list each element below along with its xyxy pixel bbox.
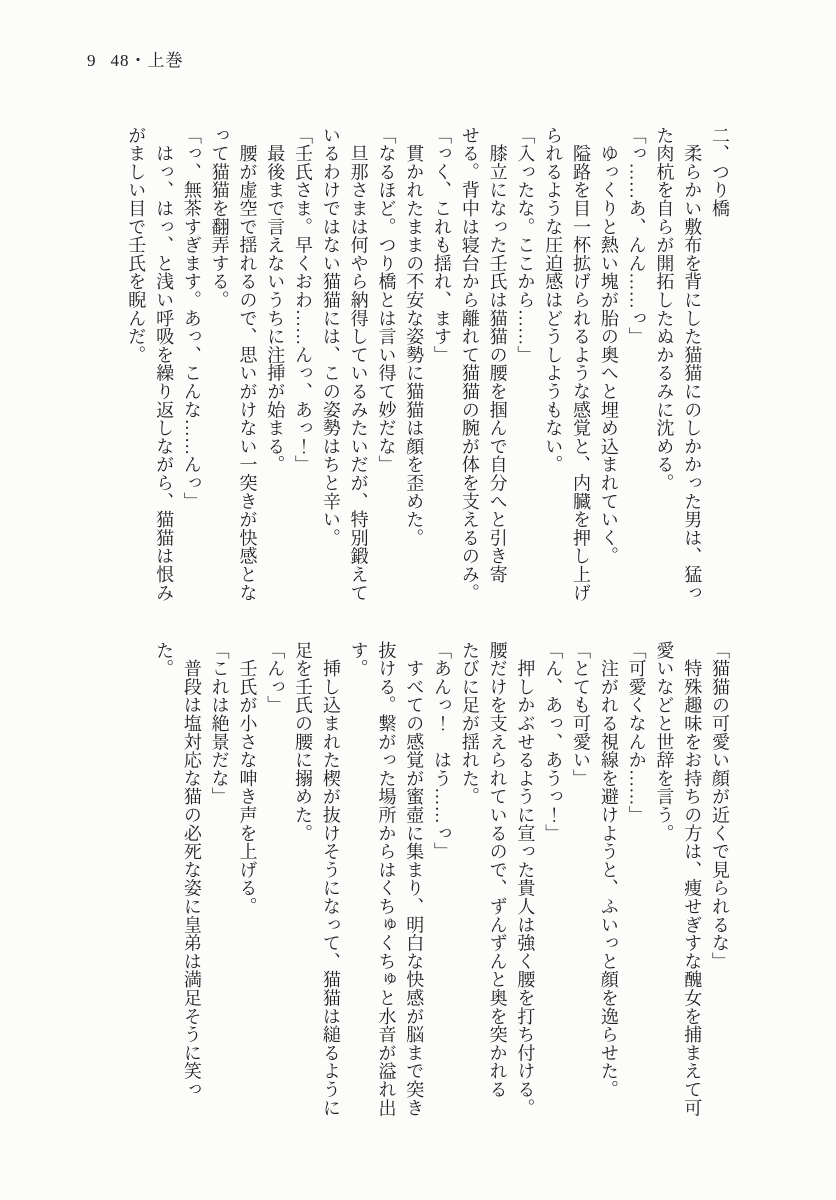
text-column: 柔らかい敷布を背にした猫猫にのしかかった男は、猛っ (682, 126, 703, 602)
text-column: られるような圧迫感はどうしようもない。 (543, 126, 564, 474)
text-column: 「可愛くなんか……」 (626, 641, 647, 824)
text-column: 「んっ」 (265, 641, 286, 715)
text-column: いるわけではない猫猫には、この姿勢はちと辛い。 (320, 126, 341, 547)
text-column: 挿し込まれた楔が抜けそうになって、猫猫は縋るように (320, 641, 341, 1117)
text-column: 隘路を目一杯拡げられるような感覚と、内臓を押し上げ (571, 126, 592, 602)
text-column: た肉杭を自らが開拓したぬかるみに沈める。 (654, 126, 675, 492)
text-column: た。 (154, 641, 175, 678)
text-column: 壬氏が小さな呻き声を上げる。 (237, 641, 258, 916)
text-column: はっ、はっ、と浅い呼吸を繰り返しながら、猫猫は恨み (154, 126, 175, 602)
text-column: 「っ……あ、んん……っ」 (626, 126, 647, 346)
text-column: すべての感覚が蜜壺に集まり、明白な快感が脳まで突き (404, 641, 425, 1117)
text-column: 旦那さまは何やら納得しているみたいだが、特別鍛えて (348, 126, 369, 602)
text-column: 最後まで言えないうちに注挿が始まる。 (265, 126, 286, 474)
text-column: 腰が虚空で揺れるので、思いがけない一突きが快感とな (237, 126, 258, 602)
text-column: 注がれる視線を避けようと、ふいっと顔を逸らせた。 (598, 641, 619, 1099)
text-column: 「あんっ！ はう……っ」 (432, 641, 453, 861)
text-column: せる。背中は寝台から離れて猫猫の腕が体を支えるのみ。 (459, 126, 480, 602)
text-column: 「壬氏さま。早くおわ……んっ、あっ！」 (293, 126, 314, 474)
text-column: がましい目で壬氏を睨んだ。 (126, 126, 147, 364)
text-column: す。 (348, 641, 369, 678)
text-column: 愛いなどと世辞を言う。 (654, 641, 675, 843)
text-column: 「とても可愛い」 (571, 641, 592, 788)
running-header (87, 46, 184, 71)
text-column: 「入ったな。ここから……」 (515, 126, 536, 364)
text-column: 「猫猫の可愛い顔が近くで見られるな」 (710, 641, 730, 971)
text-column: 抜ける。繋がった場所からはくちゅくちゅと水音が溢れ出 (376, 641, 397, 1117)
text-column: たびに足が揺れた。 (459, 641, 480, 806)
text-column: ゆっくりと熱い塊が胎の奥へと埋め込まれていく。 (598, 126, 619, 566)
text-column: 特殊趣味をお持ちの方は、痩せぎすな醜女を捕まえて可 (682, 641, 703, 1117)
text-column: 膝立になった壬氏は猫猫の腰を掴んで自分へと引き寄 (487, 126, 508, 584)
page-number: 9 (87, 51, 97, 70)
text-column: 腰だけを支えられているので、ずんずんと奥を突かれる (487, 641, 508, 1099)
chapter-title: 二、つり橋 (710, 126, 730, 218)
text-column: 「ん、あっ、あうっ！」 (543, 641, 564, 843)
top-text-block (121, 126, 733, 608)
text-column: 「っく、これも揺れ、ます」 (432, 126, 453, 364)
text-column: 貫かれたままの不安な姿勢に猫猫は顔を歪めた。 (404, 126, 425, 547)
text-column: 押しかぶせるように宣った貴人は強く腰を打ち付ける。 (515, 641, 536, 1117)
text-column: 普段は塩対応な猫の必死な姿に皇弟は満足そうに笑っ (181, 641, 202, 1099)
text-column: 足を壬氏の腰に搦めた。 (293, 641, 314, 843)
text-column: って猫猫を翻弄する。 (209, 126, 230, 309)
text-column: 「っ、無茶すぎます。あっ、こんな……んっ」 (181, 126, 202, 511)
text-column: 「これは絶景だな」 (209, 641, 230, 806)
text-column: 「なるほど。つり橋とは言い得て妙だな」 (376, 126, 397, 474)
bottom-text-block (149, 641, 733, 1123)
volume-label: 48・上巻 (110, 51, 184, 70)
